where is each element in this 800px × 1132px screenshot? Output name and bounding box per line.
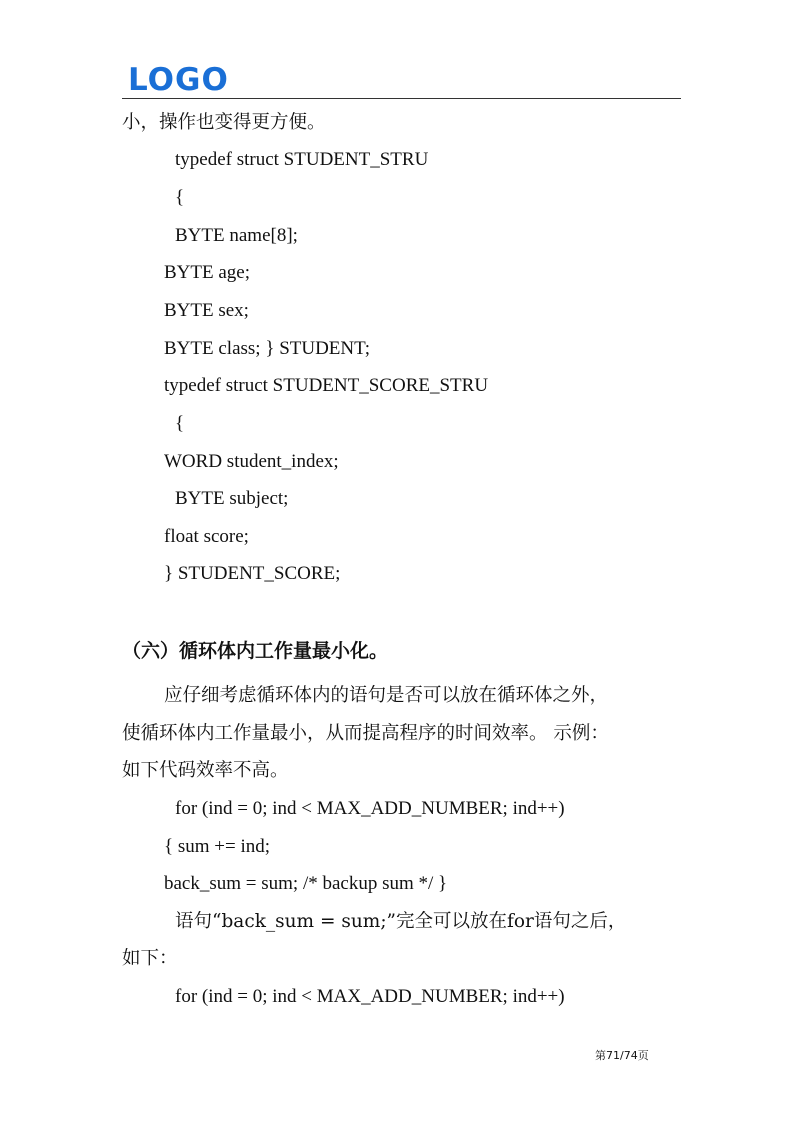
code-line: } STUDENT_SCORE; bbox=[164, 563, 341, 584]
code-line: BYTE name[8]; bbox=[175, 225, 298, 246]
code-line: typedef struct STUDENT_SCORE_STRU bbox=[164, 375, 489, 396]
code-line: BYTE class; } STUDENT; bbox=[164, 338, 370, 359]
body-text-line: 语句“back_sum = sum;”完全可以放在for语句之后， bbox=[175, 911, 627, 932]
code-line: typedef struct STUDENT_STRU bbox=[175, 149, 429, 170]
code-line: { bbox=[175, 413, 185, 434]
section-heading: （六）循环体内工作量最小化。 bbox=[122, 640, 389, 662]
code-line: for (ind = 0; ind < MAX_ADD_NUMBER; ind++) bbox=[175, 986, 565, 1007]
code-line: WORD student_index; bbox=[164, 451, 339, 472]
code-line: BYTE age; bbox=[164, 262, 251, 283]
code-line: BYTE sex; bbox=[164, 300, 249, 321]
body-text-line: 如下代码效率不高。 bbox=[122, 760, 289, 781]
body-text-line: 使循环体内工作量最小，从而提高程序的时间效率。 示例： bbox=[122, 723, 609, 744]
code-line: { sum += ind; bbox=[164, 836, 271, 857]
code-line: BYTE subject; bbox=[175, 488, 289, 509]
header-rule bbox=[122, 98, 681, 99]
code-line: { bbox=[175, 187, 185, 208]
page-number: 第71/74页 bbox=[595, 1049, 649, 1062]
logo: LOGO bbox=[128, 62, 229, 98]
body-text-line: 小，操作也变得更方便。 bbox=[122, 112, 326, 133]
code-line: float score; bbox=[164, 526, 249, 547]
body-text-line: 应仔细考虑循环体内的语句是否可以放在循环体之外， bbox=[164, 685, 609, 706]
body-text-line: 如下： bbox=[122, 948, 178, 969]
code-line: back_sum = sum; /* backup sum */ } bbox=[164, 873, 448, 894]
code-line: for (ind = 0; ind < MAX_ADD_NUMBER; ind++) bbox=[175, 798, 565, 819]
